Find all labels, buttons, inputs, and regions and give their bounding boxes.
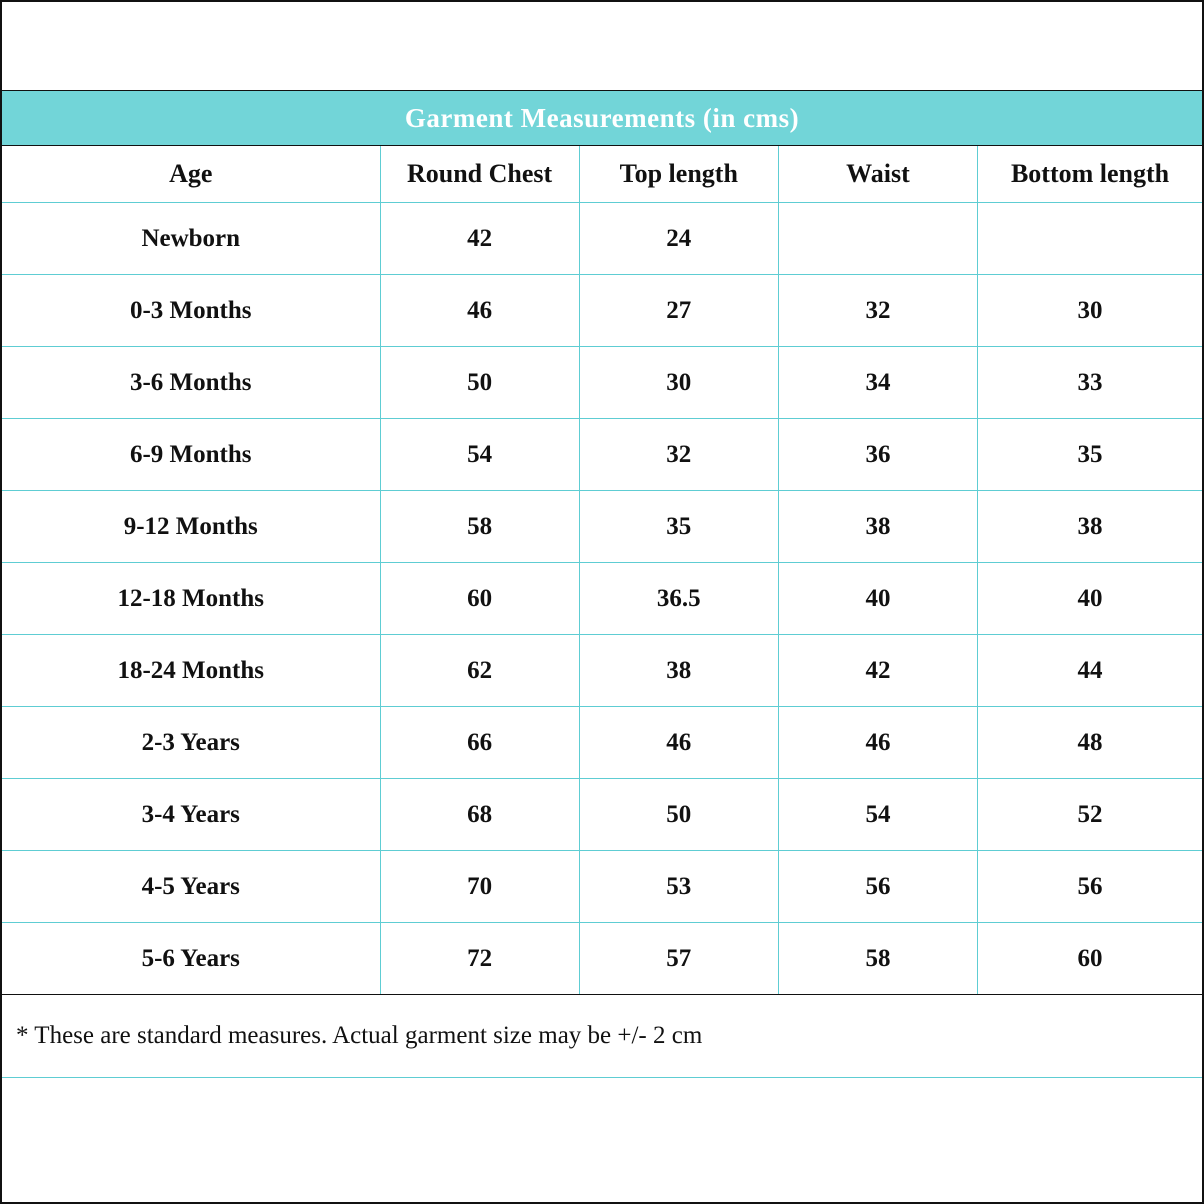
cell-waist: 46 <box>778 707 977 779</box>
cell-round-chest: 46 <box>380 275 579 347</box>
cell-waist: 42 <box>778 635 977 707</box>
table-row <box>2 491 1202 563</box>
table-row <box>2 203 1202 275</box>
cell-top-length: 30 <box>579 347 778 419</box>
cell-waist: 38 <box>778 491 977 563</box>
cell-waist: 36 <box>778 419 977 491</box>
bottom-spacer <box>2 1078 1202 1166</box>
cell-bottom-length: 44 <box>978 635 1202 707</box>
cell-waist: 54 <box>778 779 977 851</box>
cell-round-chest: 70 <box>380 851 579 923</box>
cell-waist <box>778 203 977 275</box>
cell-bottom-length: 48 <box>978 707 1202 779</box>
cell-bottom-length: 40 <box>978 563 1202 635</box>
cell-age: 12-18 Months <box>2 563 380 635</box>
cell-round-chest: 72 <box>380 923 579 995</box>
cell-top-length: 27 <box>579 275 778 347</box>
column-header-round-chest: Round Chest <box>380 146 579 203</box>
table-row <box>2 419 1202 491</box>
table-row <box>2 923 1202 995</box>
table-row <box>2 563 1202 635</box>
cell-bottom-length: 33 <box>978 347 1202 419</box>
table-row <box>2 635 1202 707</box>
chart-title: Garment Measurements (in cms) <box>2 90 1202 146</box>
cell-bottom-length: 52 <box>978 779 1202 851</box>
cell-top-length: 36.5 <box>579 563 778 635</box>
table-row <box>2 347 1202 419</box>
cell-age: 9-12 Months <box>2 491 380 563</box>
table-row <box>2 779 1202 851</box>
cell-waist: 56 <box>778 851 977 923</box>
cell-age: 6-9 Months <box>2 419 380 491</box>
table-row <box>2 707 1202 779</box>
cell-round-chest: 50 <box>380 347 579 419</box>
cell-round-chest: 54 <box>380 419 579 491</box>
cell-age: 3-6 Months <box>2 347 380 419</box>
column-header-bottom-length: Bottom length <box>978 146 1202 203</box>
column-header-waist: Waist <box>778 146 977 203</box>
cell-age: 0-3 Months <box>2 275 380 347</box>
cell-top-length: 32 <box>579 419 778 491</box>
cell-age: 5-6 Years <box>2 923 380 995</box>
cell-bottom-length: 35 <box>978 419 1202 491</box>
cell-top-length: 38 <box>579 635 778 707</box>
cell-round-chest: 60 <box>380 563 579 635</box>
cell-bottom-length: 60 <box>978 923 1202 995</box>
cell-bottom-length: 30 <box>978 275 1202 347</box>
cell-top-length: 50 <box>579 779 778 851</box>
top-spacer <box>2 2 1202 90</box>
cell-round-chest: 62 <box>380 635 579 707</box>
cell-round-chest: 66 <box>380 707 579 779</box>
table-row <box>2 851 1202 923</box>
cell-bottom-length <box>978 203 1202 275</box>
cell-top-length: 24 <box>579 203 778 275</box>
cell-age: 4-5 Years <box>2 851 380 923</box>
cell-waist: 40 <box>778 563 977 635</box>
table-header-row <box>2 146 1202 203</box>
garment-measurements-table <box>2 146 1202 995</box>
cell-bottom-length: 56 <box>978 851 1202 923</box>
table-row <box>2 275 1202 347</box>
cell-waist: 58 <box>778 923 977 995</box>
cell-top-length: 53 <box>579 851 778 923</box>
cell-waist: 32 <box>778 275 977 347</box>
cell-round-chest: 42 <box>380 203 579 275</box>
cell-age: 3-4 Years <box>2 779 380 851</box>
table-body <box>2 203 1202 995</box>
cell-bottom-length: 38 <box>978 491 1202 563</box>
footnote-text: * These are standard measures. Actual garment size may be +/- 2 cm <box>2 995 1202 1078</box>
cell-round-chest: 58 <box>380 491 579 563</box>
cell-age: 18-24 Months <box>2 635 380 707</box>
cell-top-length: 57 <box>579 923 778 995</box>
cell-age: Newborn <box>2 203 380 275</box>
column-header-age: Age <box>2 146 380 203</box>
column-header-top-length: Top length <box>579 146 778 203</box>
cell-top-length: 46 <box>579 707 778 779</box>
cell-top-length: 35 <box>579 491 778 563</box>
cell-round-chest: 68 <box>380 779 579 851</box>
cell-age: 2-3 Years <box>2 707 380 779</box>
table-header <box>2 146 1202 203</box>
cell-waist: 34 <box>778 347 977 419</box>
